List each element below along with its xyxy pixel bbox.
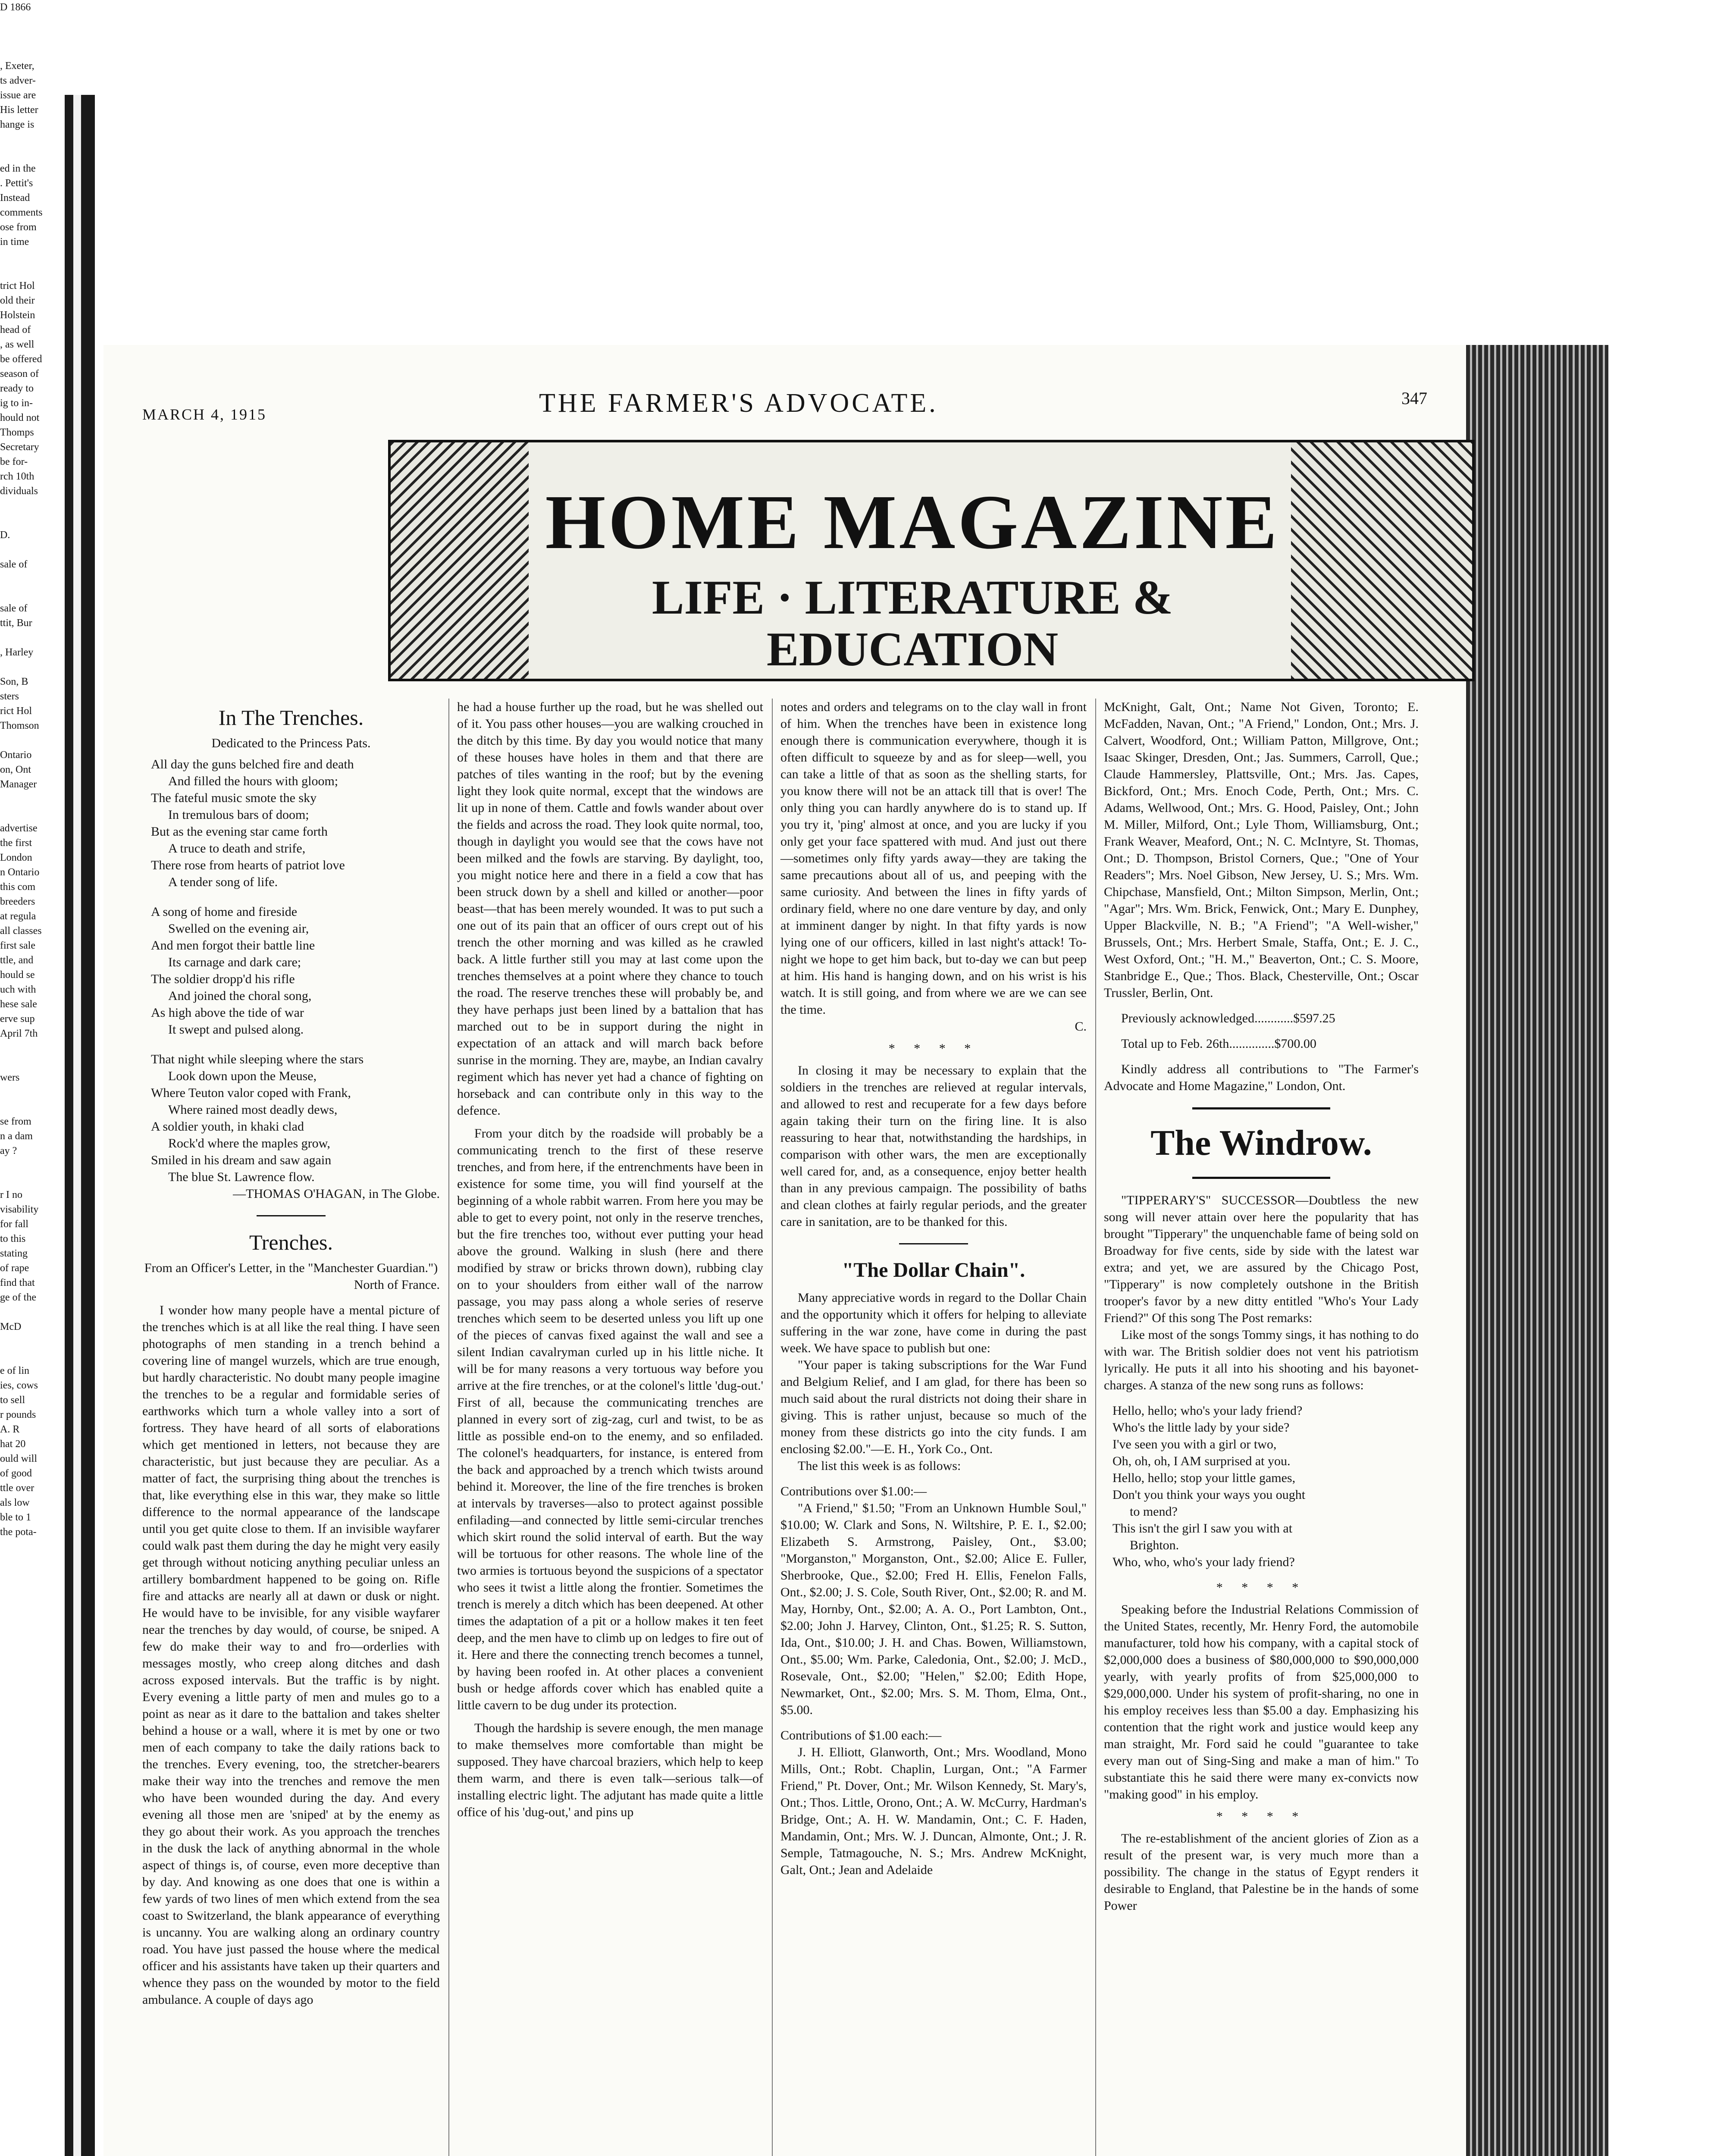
left-page-line: the pota- (0, 1526, 37, 1538)
left-page-line: dividuals (0, 486, 38, 497)
left-page-line: ed in the (0, 163, 36, 174)
verse-line: I've seen you with a girl or two, (1112, 1437, 1277, 1451)
left-page-line: McD (0, 1321, 22, 1332)
left-page-line: n a dam (0, 1131, 33, 1142)
list-intro: The list this week is as follows: (798, 1459, 961, 1473)
left-page-line: sale of (0, 603, 28, 614)
verse-line: Where Teuton valor coped with Frank, (151, 1086, 351, 1100)
left-page-line: His letter (0, 104, 38, 116)
left-page-line: ts adver- (0, 75, 36, 86)
verse-line: Hello, hello; stop your little games, (1112, 1471, 1296, 1485)
windrow-paragraph: Speaking before the Industrial Relations Commission of the United States, recently, Mr. Henry Ford, the automobile manufacturer, told how his company, with a capital stock of $2,000,000 does a business of $80,000,000 to $90,000,000 yearly, with yearly profits of from $25,000,000 to $29,000,000. Under his system of profit-sharing, no one in his employ receives less than $5.00 a day. Emphasizing his contention that the right work and justice would keep any man straight, Mr. Ford said he could "guarantee to take every man out of Sing-Sing and make a man of him." To substantiate this he said there were many ex-convicts now "making good" in his employ. (1104, 1602, 1419, 1802)
article-body-paragraph: Though the hardship is severe enough, the men manage to make themselves more comfortable than might be supposed. They have charcoal braziers, which help to keep them warm, and there is even talk—serious talk—of installing electric light. The adjutant has made quite a little office of his 'dug-out,' and pins up (457, 1721, 763, 1819)
verse-line: The soldier dropp'd his rifle (151, 972, 295, 986)
publication-title: THE FARMER'S ADVOCATE. (539, 389, 938, 418)
windrow-title: The Windrow. (1150, 1123, 1372, 1163)
verse-line: In tremulous bars of doom; (168, 808, 309, 822)
left-page-line: to this (0, 1233, 26, 1244)
left-page-line: ge of the (0, 1292, 36, 1303)
left-page-line: als low (0, 1497, 30, 1508)
left-page-line: ig to in- (0, 398, 33, 409)
verse-line: That night while sleeping where the stars (151, 1052, 364, 1066)
left-page-line: be for- (0, 456, 28, 467)
verse-line: Rock'd where the maples grow, (168, 1136, 330, 1150)
contributions-list: "A Friend," $1.50; "From an Unknown Humble Soul," $10.00; W. Clark and Sons, N. Wiltshire, P. E. I., $2.00; Elizabeth S. Armstrong, Paisley, Ont., $3.00; "Morganston," Morganston, Ont., $2.00; Alice E. Fuller, Sherbrooke, Que., $2.00; Fred H. Ellis, Fenelon Falls, Ont., $2.00; J. S. Cole, South River, Ont., $2.00; R. and M. May, Hornby, Ont., $2.00; A. A. O., Port Lambton, Ont., $2.00; John J. Harvey, Clinton, Ont., $1.25; R. S. Sutton, Ida, Ont., $10.00; J. H. and Chas. Bowen, Williamstown, Ont., $5.00; Wm. Parke, Caledonia, Ont., $2.00; J. McD., Rosevale, Ont., $2.00; "Helen," $2.00; Edith Hope, Newmarket, Ont., $2.00; Mrs. S. M. Thom, Elma, Ont., $5.00. (780, 1501, 1087, 1717)
left-page-line: ready to (0, 383, 34, 394)
left-page-line: old their (0, 295, 35, 306)
column-4 (1104, 699, 1419, 1914)
verse-line: Oh, oh, oh, I AM surprised at you. (1112, 1454, 1291, 1468)
running-head (138, 388, 1427, 423)
section-separator: * * * * (888, 1041, 979, 1056)
left-page-line: hould not (0, 412, 40, 423)
verse-line: Look down upon the Meuse, (168, 1069, 317, 1083)
windrow-paragraph: The re-establishment of the ancient glories of Zion as a result of the present war, is very much more than a possibility. The change in the status of Egypt renders it desirable to England, that Palestine be in the hands of some Power (1104, 1831, 1419, 1913)
contributions-heading: Contributions over $1.00:— (780, 1484, 927, 1498)
verse-line: As high above the tide of war (151, 1006, 304, 1020)
section-separator: * * * * (1216, 1580, 1307, 1595)
column-rule (448, 699, 449, 2156)
left-page-line: . Pettit's (0, 178, 33, 189)
divider (1192, 1107, 1330, 1109)
left-page-line: Son, B (0, 676, 28, 687)
column-3 (780, 699, 1087, 1878)
issue-date: MARCH 4, 1915 (142, 406, 267, 423)
left-page-line: rict Hol (0, 705, 32, 717)
contributions-heading: Contributions of $1.00 each:— (780, 1728, 942, 1742)
verse-line: Brighton. (1130, 1538, 1179, 1552)
left-page-line: at regula (0, 911, 36, 922)
poem-stanza-1 (142, 756, 440, 890)
left-page-line: comments (0, 207, 43, 218)
left-page-line: rch 10th (0, 471, 34, 482)
article-title: Trenches. (249, 1230, 333, 1254)
article-body-continued: he had a house further up the road, but he was shelled out of it. You pass other houses—you are walking crouched in the ditch by this time. By day you would notice that many of these houses have holes in them and that there are patches of tiles wanting in the roof; but by the evening light they look quite normal, except that the windows are lit up in none of them. Cattle and fowls wander about over the fields and across the road. They look quite normal, too, though in daylight you would see that the cows have not been milked and the fowls are starving. By daylight, too, you might notice here and there in a field a cow that has been struck down by a shell and killed or another—poor beast—that has been merely wounded. It was to put such a one out of its pain that an officer of ours crept out of his trench the other morning and was killed as he crawled back. A little further still you may at last come upon the trenches themselves at a point where they chance to touch the road. The reserve trenches these will probably be, and they have perhaps just been lined by a battalion that has marched out to be in support during the night in expectation of an attack and will march back before sunrise in the morning. They are, maybe, an Indian cavalry regiment which has never yet had a chance of fighting on horseback and can contribute only in this way to the defence. (457, 700, 763, 1118)
banner-subtitle: LIFE · LITERATURE & (652, 571, 1173, 624)
column-rule (1095, 699, 1096, 2156)
left-page-line: r pounds (0, 1409, 36, 1420)
left-page-line: advertise (0, 823, 38, 834)
verse-line: Hello, hello; who's your lady friend? (1112, 1404, 1303, 1418)
banner-subtitle-2: EDUCATION (766, 623, 1059, 676)
contributions-list-continued: McKnight, Galt, Ont.; Name Not Given, Toronto; E. McFadden, Navan, Ont.; "A Friend," London, Ont.; Mrs. J. Calvert, Woodford, Ont.; William Patton, Millgrove, Ont.; Isaac Skinger, Dresden, Ont.; Jas. Summers, Carroll, Que.; Claude Hammersley, Plattsville, Ont.; Mrs. Jas. Capes, Bickford, Ont.; Mrs. Enoch Code, Perth, Ont.; Mrs. C. Adams, Wellwood, Ont.; Mrs. G. Hood, Paisley, Ont.; John M. Miller, Milford, Ont.; Lyle Thom, Williamsburg, Ont.; Frank Weaver, Meaford, Ont.; N. C. McIntyre, St. Thomas, Ont.; D. Thompson, Bristol Corners, Que.; "One of Your Readers"; Mrs. Noel Gibson, New Jersey, U. S.; Mrs. Wm. Chipchase, Mansfield, Ont.; Milton Simpson, Merlin, Ont.; "Agar"; Mrs. Wm. Brick, Fenwick, Ont.; Mary E. Dunphey, Upper Blackville, N. B.; "A Friend"; "A Well-wisher," Brussels, Ont.; Mrs. Herbert Smale, Staffa, Ont.; E. J. C., West Oxford, Ont.; "H. M.," Beaverton, Ont.; C. S. Moore, Stanbridge E., Que.; Thos. Black, Chesterville, Ont.; Oscar Trussler, Berlin, Ont. (1104, 700, 1419, 1000)
left-page-line: sters (0, 691, 19, 702)
banner-illustration-left (391, 442, 529, 679)
left-page-line: Instead (0, 192, 30, 204)
total-amount: Total up to Feb. 26th..............$700.00 (1121, 1037, 1316, 1051)
poem-stanza-2 (142, 903, 440, 1038)
article-body-paragraph: From your ditch by the roadside will probably be a communicating trench to the first of these reserve trenches, and from here, if the entrenchments have been in existence for some time, you will find yourself at the beginning of a whole rabbit warren. From here you may be able to get to every point, not only in the reserve trenches, but the fire trenches too, without ever putting your head above the ground. Walking in slush (here and there modified by straw or bricks thrown down), rubbing clay on to your shoulders from either wall of the narrow passage, you may pass along a whole series of reserve trenches which seem to be deserted unless you lift up one of the pieces of canvas fixed against the wall and see a silent Indian cavalryman curled up in his little niche. It will be for many reasons a very tortuous way before you arrive at the fire trenches, or at the colonel's little 'dug-out.' First of all, because the communicating trenches are planned in every sort of zig-zag, curl and twist, to be as little as possible end-on to the enemy, and so enfiladed. The colonel's headquarters, for instance, is entered from the back and approached by a trench which twists around behind it. Moreover, the line of the fire trenches is broken at intervals by traverses—also to protect against possible enfilading—and connected by little semi-circular trenches which skirt round the solid interval of earth. But the way will be tortuous for other reasons. The whole line of the two armies is tortuous beyond the suspicions of a spectator who sees it twist a little along the frontier. Sometimes the trench is merely a ditch which has been deepened. At other times the adaptation of a pit or a hollow makes it ten feet deep, and the men have to climb up on ledges to fire out of it. Here and there the connecting trench becomes a tunnel, by having been roofed in. At other places a convenient bush or hedge affords cover which has enabled quite a little cavern to be dug under its protection. (457, 1126, 763, 1712)
left-page-line: April 7th (0, 1028, 38, 1039)
song-lyrics (1104, 1402, 1419, 1570)
verse-line: Who, who, who's your lady friend? (1112, 1555, 1295, 1569)
column-rule (772, 699, 773, 2156)
left-page-line: to sell (0, 1395, 25, 1406)
left-page-line: breeders (0, 896, 35, 907)
editor-note: In closing it may be necessary to explain that the soldiers in the trenches are relieved at regular intervals, and allowed to rest and recuperate for a few days before again taking their turn on the firing line. It is also reassuring to hear that, notwithstanding the hardships, in comparison with other wars, the men are exceptionally well cared for, and, as a consequence, enjoy better health than in any previous campaign. The possibility of baths and clean clothes at fairly regular periods, and the greater care in sanitation, are to be thanked for this. (780, 1063, 1087, 1229)
verse-line: Its carnage and dark care; (168, 955, 301, 969)
verse-line: But as the evening star came forth (151, 824, 328, 839)
left-page-line: Holstein (0, 310, 35, 321)
section-banner (388, 440, 1475, 681)
windrow-paragraph: "TIPPERARY'S" SUCCESSOR—Doubtless the new song will never attain over here the popularity that has brought "Tipperary" the unquenchable fame of being sold on Broadway for five cents, side by side with the latest war extra; and yet, we are assured by the Chicago Post, "Tipperary" is now completely outshone in the British trooper's favor by a new ditty entitled "Who's Your Lady Friend?" Of this song The Post remarks: (1104, 1193, 1419, 1325)
left-page-line: the first (0, 837, 32, 849)
left-page-line: on, Ont (0, 764, 31, 775)
left-page-line: n Ontario (0, 867, 40, 878)
dollar-chain-intro: Many appreciative words in regard to the Dollar Chain and the opportunity which it offers for helping to alleviate suffering in the war zone, have come in during the past week. We have space to publish but one: (780, 1291, 1087, 1355)
left-page-line: of rape (0, 1263, 29, 1274)
left-page-line: all classes (0, 925, 42, 937)
left-page-line: ttle over (0, 1482, 34, 1494)
left-page-line: , Harley (0, 647, 34, 658)
windrow-paragraph: Like most of the songs Tommy sings, it has nothing to do with war. The British soldier does not vent his patriotism lyrically. He puts it all into his shooting and his bayonet-charges. A stanza of the new song runs as follows: (1104, 1328, 1419, 1392)
left-page-line: sale of (0, 559, 28, 570)
left-page-line: season of (0, 368, 39, 379)
left-page-line (0, 29, 101, 44)
verse-line: Don't you think your ways you ought (1112, 1488, 1306, 1502)
left-page-line: stating (0, 1248, 28, 1259)
left-page-line: ttit, Bur (0, 617, 32, 629)
left-page-line: head of (0, 324, 31, 335)
left-page-line: , as well (0, 339, 34, 350)
verse-line: Smiled in his dream and saw again (151, 1153, 332, 1167)
left-page-line: hat 20 (0, 1438, 26, 1450)
left-page-line: wers (0, 1072, 20, 1083)
left-page-line: ttle, and (0, 955, 34, 966)
verse-line: Where rained most deadly dews, (168, 1103, 338, 1117)
page-stack-edge (1466, 345, 1608, 2156)
poem-credit: —THOMAS O'HAGAN, in The Globe. (233, 1187, 440, 1201)
left-page-line (0, 15, 101, 29)
section-separator: * * * * (1216, 1809, 1307, 1824)
verse-line: And men forgot their battle line (151, 938, 315, 953)
left-page-line: trict Hol (0, 280, 35, 291)
left-page-line: for fall (0, 1219, 28, 1230)
left-page-line: A. R (0, 1424, 20, 1435)
verse-line: A soldier youth, in khaki clad (151, 1119, 304, 1134)
article-body: I wonder how many people have a mental picture of the trenches which is at all like the real thing. I have seen photographs of men standing in a trench behind a covering line of mangel wurzels, which are true enough, but hardly characteristic. No doubt many people imagine the trenches to be a regular and formidable series of earthworks which turn a whole valley into a sort of fortress. They have heard of all sorts of elaborations which get mentioned in letters, not because they are characteristic, but just because they are peculiar. As a matter of fact, the surprising thing about the trenches is that, like everything else in this war, they make so little difference to the normal appearance of the landscape until you get quite close to them. If an invisible wayfarer could walk past them during the day he might very easily get through without noticing anything peculiar unless an artillery bombardment happened to be going on. Rifle fire and attacks are nearly all at dawn or dusk or night. He would have to be invisible, for any visible wayfarer near the trenches by day would, of course, be sniped. A few do make their way to and fro—orderlies with messages mostly, who creep along ditches and dash across exposed intervals. But the traffic is by night. Every evening a little party of men and mules go to a point as near as it dare to the battalion and takes shelter behind a house or a wall, where it is met by one or two men of each company to take the daily rations back to the trenches. Every evening, too, the stretcher-bearers make their way into the trenches and remove the men who have been wounded during the day. And every evening all those men are 'sniped' at by the enemy as they go about their work. As you approach the trenches in the dusk the lack of anything abnormal in the whole aspect of things is, of course, even more deceptive than by day. And knowing as one does that one is within a few yards of two lines of men which extend from the sea coast to Switzerland, the blank appearance of everything is uncanny. You are walking along an ordinary country road. You have just passed the house where the medical officer and his assistants have taken up their quarters and whence they pass on the wounded by motor to the field ambulance. A couple of days ago (142, 1303, 440, 2007)
verse-line: The fateful music smote the sky (151, 791, 317, 805)
book-binding-edge (65, 95, 95, 2156)
left-page-line: Manager (0, 779, 37, 790)
left-page-line: ould will (0, 1453, 38, 1464)
left-page-line: erve sup (0, 1013, 35, 1025)
column-1 (142, 699, 440, 2008)
left-page-line: r I no (0, 1189, 22, 1200)
poem-dedication: Dedicated to the Princess Pats. (211, 736, 371, 750)
left-page-line: London (0, 852, 32, 863)
poem-title: In The Trenches. (218, 705, 364, 730)
left-page-line: hese sale (0, 999, 37, 1010)
left-page-line: ies, cows (0, 1380, 38, 1391)
left-page-line (0, 44, 101, 59)
left-page-line: in time (0, 236, 29, 248)
left-page-line: Thomps (0, 427, 34, 438)
left-page-line: se from (0, 1116, 31, 1127)
reader-letter: "Your paper is taking subscriptions for the War Fund and Belgium Relief, and I am glad, for there has been so much said about the rural districts not doing their share in giving. This is rather unjust, because so much of the money from these districts go into the city funds. I am enclosing $2.00."—E. H., York Co., Ont. (780, 1358, 1087, 1456)
left-page-line: find that (0, 1277, 35, 1288)
page-number: 347 (1401, 389, 1427, 408)
verse-line: All day the guns belched fire and death (151, 757, 354, 771)
article-signature: C. (1075, 1019, 1087, 1034)
address-note: Kindly address all contributions to "The Farmer's Advocate and Home Magazine," London, Ont. (1104, 1062, 1419, 1093)
verse-line: There rose from hearts of patriot love (151, 858, 345, 872)
verse-line: Swelled on the evening air, (168, 921, 309, 936)
left-page-line: hould se (0, 969, 35, 981)
verse-line: Who's the little lady by your side? (1112, 1420, 1290, 1435)
left-page-line: D 1866 (0, 2, 31, 13)
left-page-line: visability (0, 1204, 39, 1215)
article-place: North of France. (354, 1278, 440, 1292)
banner-title: HOME MAGAZINE (545, 479, 1280, 565)
banner-illustration-right (1291, 442, 1472, 679)
left-page-line: issue are (0, 90, 36, 101)
verse-line: And joined the choral song, (168, 989, 312, 1003)
column-2 (457, 699, 763, 1821)
article-body-continued: notes and orders and telegrams on to the clay wall in front of him. When the trenches have been in existence long enough there is communication everywhere, though it is often difficult to squeeze by and as for sleep—well, you can take a little of that as soon as the shelling starts, for you know there will not be an attack till that is over! The only thing you can hardly anywhere do is to stand up. If you try it, 'ping' almost at once, and you are lucky if you only get your face spattered with mud. And just out there—sometimes only fifty yards away—they are taking the same precautions about all of us, and peeping with the same curiosity. And between the lines in fifty yards of ordinary field, where no one dare venture by day, and only at imminent danger by night. In that fifty yards is now lying one of our officers, killed in last night's attack! To-night we hope to get him back, but to-day we can but peep at him. His hand is hanging down, and on his wrist is his watch. It is still going, and from where we are we can see the time. (780, 700, 1087, 1017)
verse-line: A tender song of life. (168, 875, 278, 889)
left-page-line: Thomson (0, 720, 39, 731)
left-page-line: D. (0, 530, 10, 541)
article-source: From an Officer's Letter, in the "Manchester Guardian.") (144, 1261, 438, 1275)
left-page-line: this com (0, 881, 35, 893)
divider (899, 1243, 968, 1244)
divider (257, 1215, 326, 1216)
left-page-line: uch with (0, 984, 36, 995)
left-page-line: be offered (0, 354, 42, 365)
verse-line: The blue St. Lawrence flow. (168, 1170, 315, 1184)
left-page-line: of good (0, 1468, 32, 1479)
verse-line: It swept and pulsed along. (168, 1022, 304, 1037)
previously-acknowledged: Previously acknowledged............$597.25 (1121, 1011, 1335, 1025)
left-page-line: ose from (0, 222, 37, 233)
left-page-line: e of lin (0, 1365, 29, 1376)
left-page-line: Secretary (0, 442, 39, 453)
verse-line: A song of home and fireside (151, 905, 298, 919)
verse-line: This isn't the girl I saw you with at (1112, 1521, 1293, 1536)
divider (1192, 1177, 1330, 1179)
left-page-line: hange is (0, 119, 34, 130)
verse-line: And filled the hours with gloom; (168, 774, 338, 788)
poem-stanza-3 (142, 1051, 440, 1185)
left-page-line: first sale (0, 940, 35, 951)
dollar-chain-title: "The Dollar Chain". (842, 1259, 1025, 1282)
left-page-line: ble to 1 (0, 1512, 31, 1523)
verse-line: to mend? (1130, 1504, 1178, 1519)
left-page-line: Ontario (0, 749, 32, 761)
verse-line: A truce to death and strife, (168, 841, 306, 856)
left-page-line: , Exeter, (0, 60, 34, 72)
contributions-list: J. H. Elliott, Glanworth, Ont.; Mrs. Woodland, Mono Mills, Ont.; Robt. Chaplin, Lurgan, Ont.; "A Farmer Friend," Pt. Dover, Ont.; Mr. Wilson Kennedy, St. Mary's, Ont.; Thos. Little, Orono, Ont.; A. W. McCurry, Hardman's Bridge, Ont.; A. H. W. Mandamin, Ont.; C. F. Haden, Mandamin, Ont.; Mrs. W. J. Duncan, Almonte, Ont.; J. R. Semple, Tatmagouche, N. S.; Mrs. Andrew McKnight, Galt, Ont.; Jean and Adelaide (780, 1745, 1087, 1877)
left-page-line: ay ? (0, 1145, 17, 1156)
